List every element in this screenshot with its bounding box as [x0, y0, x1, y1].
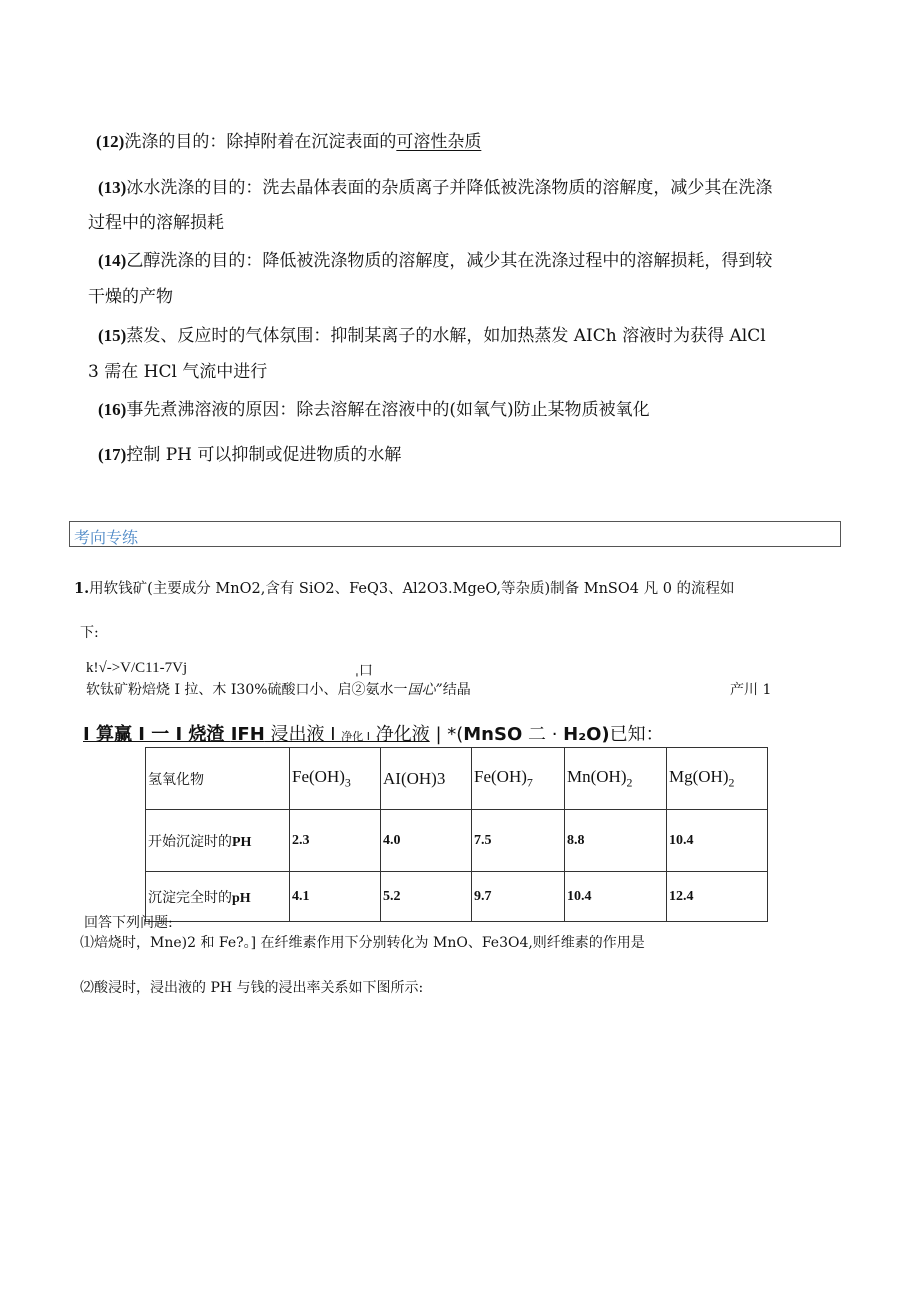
table-row-label: 开始沉淀时的PH: [146, 810, 290, 872]
table-cell: 2.3: [290, 810, 381, 872]
item-13: (13)冰水洗涤的目的：洗去晶体表面的杂质离子并降低被洗涤物质的溶解度，减少其在洗涤: [98, 178, 773, 198]
table-row: [146, 872, 768, 922]
table-cell: 4.0: [381, 810, 472, 872]
question-1: 1.用软钱矿(主要成分 MnO2,含有 SiO2、FeQ3、Al2O3.MgeO,等杂质)制备 MnSO4 凡 0 的流程如: [74, 580, 735, 597]
flow-line-2: 软钛矿粉焙烧 I 拉、木 I30%硫酸口小、启②氨水一国心”结晶: [86, 682, 471, 698]
item-12: (12)洗涤的目的：除掉附着在沉淀表面的可溶性杂质: [96, 132, 482, 152]
flow-line-3: I 算赢 I 一 I 烧渣 IFH 浸出液 I 净化 I 净化液 | *(MnSO 二 · H₂O)已知：: [83, 724, 664, 745]
flow-line-1-right: ˌ口: [355, 663, 373, 679]
table-cell: 4.1: [290, 872, 381, 922]
table-cell: 9.7: [472, 872, 565, 922]
question-part-1: ⑴焙烧时，Mne)2 和 Fe?。] 在纤维素作用下分别转化为 MnO、Fe3O4,则纤维素的作用是: [80, 935, 645, 951]
item-15: (15)蒸发、反应时的气体氛围：抑制某离子的水解，如加热蒸发 AICh 溶液时为获得 AlCl: [98, 326, 766, 346]
question-1-continued: 下:: [80, 625, 99, 641]
table-cell: 12.4: [667, 872, 768, 922]
answer-prompt: 回答下列问题:: [84, 915, 173, 931]
table-cell: 7.5: [472, 810, 565, 872]
table-header-cell: $Fe(OH)_7$: [472, 748, 565, 810]
table-header-row: [146, 748, 768, 810]
table-header-cell: $Mg(OH)_2$: [667, 748, 768, 810]
table-cell: 10.4: [667, 810, 768, 872]
item-15-continued: 3 需在 HCl 气流中进行: [88, 362, 268, 382]
section-header-box: [69, 521, 841, 547]
table-header-cell: $Fe(OH)_3$: [290, 748, 381, 810]
table-cell: 10.4: [565, 872, 667, 922]
hydroxide-ph-table: [145, 747, 768, 922]
table-row: [146, 810, 768, 872]
table-cell: 8.8: [565, 810, 667, 872]
flow-line-2-right: 产川 1: [730, 682, 772, 698]
item-13-continued: 过程中的溶解损耗: [88, 213, 224, 233]
question-part-2: ⑵酸浸时，浸出液的 PH 与钱的浸出率关系如下图所示:: [80, 980, 424, 996]
table-header-cell: 氢氧化物: [146, 748, 290, 810]
item-17: (17)控制 PH 可以抑制或促进物质的水解: [98, 445, 402, 465]
table-header-cell: AI(OH)3: [381, 748, 472, 810]
table-cell: 5.2: [381, 872, 472, 922]
section-header-title: 考向专练: [74, 528, 139, 547]
item-16: (16)事先煮沸溶液的原因：除去溶解在溶液中的(如氧气)防止某物质被氧化: [98, 400, 650, 420]
flow-line-1-left: k!√->V/C11-7Vj: [86, 660, 188, 676]
table-header-cell: $Mn(OH)_2$: [565, 748, 667, 810]
item-14: (14)乙醇洗涤的目的：降低被洗涤物质的溶解度，减少其在洗涤过程中的溶解损耗，得到较: [98, 251, 773, 271]
item-14-continued: 干燥的产物: [88, 287, 173, 307]
table-row-label: 沉淀完全时的pH: [146, 872, 290, 922]
